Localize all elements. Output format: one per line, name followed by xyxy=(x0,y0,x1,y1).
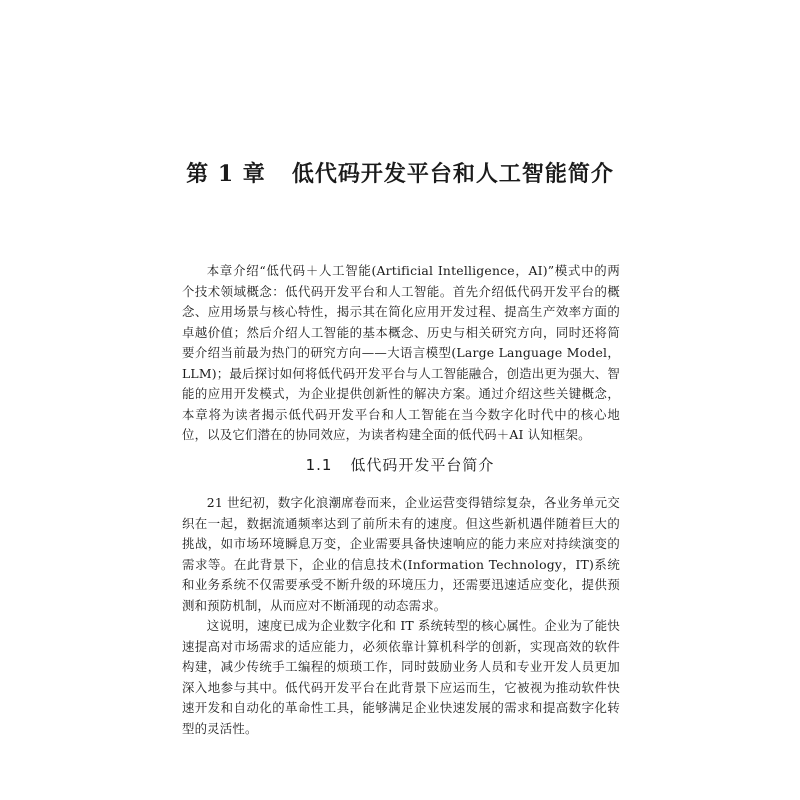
section-title: 低代码开发平台简介 xyxy=(350,456,495,474)
section-number: 1.1 xyxy=(305,456,333,474)
intro-paragraph: 本章介绍“低代码＋人工智能(Artificial Intelligence，AI)”模式中的两个技术领域概念：低代码开发平台和人工智能。首先介绍低代码开发平台的概念、应用场景与核心特性，揭示其在简化应用开发过程、提高生产效率方面的卓越价值；然后介绍人工智能的基本概念、历史与相关研究方向，同时还将简要介绍当前最为热门的研究方向——大语言模型(Large Language Model，LLM)；最后探讨如何将低代码开发平台与人工智能融合，创造出更为强大、智能的应用开发模式，为企业提供创新性的解决方案。通过介绍这些关键概念，本章将为读者揭示低代码开发平台和人工智能在当今数字化时代中的核心地位，以及它们潜在的协同效应，为读者构建全面的低代码＋AI 认知框架。 xyxy=(182,263,620,442)
chapter-intro xyxy=(182,261,620,446)
body-paragraph-2: 这说明，速度已成为企业数字化和 IT 系统转型的核心属性。企业为了能快速提高对市场需求的适应能力，必须依靠计算机科学的创新，实现高效的软件构建，减少传统手工编程的烦琐工作，同时鼓励业务人员和专业开发人员更加深入地参与其中。低代码开发平台在此背景下应运而生，它被视为推动软件快速开发和自动化的革命性工具，能够满足企业快速发展的需求和提高数字化转型的灵活性。 xyxy=(182,618,620,736)
section-body xyxy=(182,493,620,739)
chapter-number: 第 1 章 xyxy=(186,161,266,187)
section-heading xyxy=(0,455,800,475)
body-paragraph-1: 21 世纪初，数字化浪潮席卷而来，企业运营变得错综复杂，各业务单元交织在一起，数据流通频率达到了前所未有的速度。但这些新机遇伴随着巨大的挑战，如市场环境瞬息万变，企业需要具备快速响应的能力来应对持续演变的需求等。在此背景下，企业的信息技术(Information Technology，IT)系统和业务系统不仅需要承受不断升级的环境压力，还需要迅速适应变化，提供预测和预防机制，从而应对不断涌现的动态需求。 xyxy=(182,495,620,613)
chapter-title xyxy=(0,160,800,188)
chapter-title-text: 低代码开发平台和人工智能简介 xyxy=(291,161,614,187)
